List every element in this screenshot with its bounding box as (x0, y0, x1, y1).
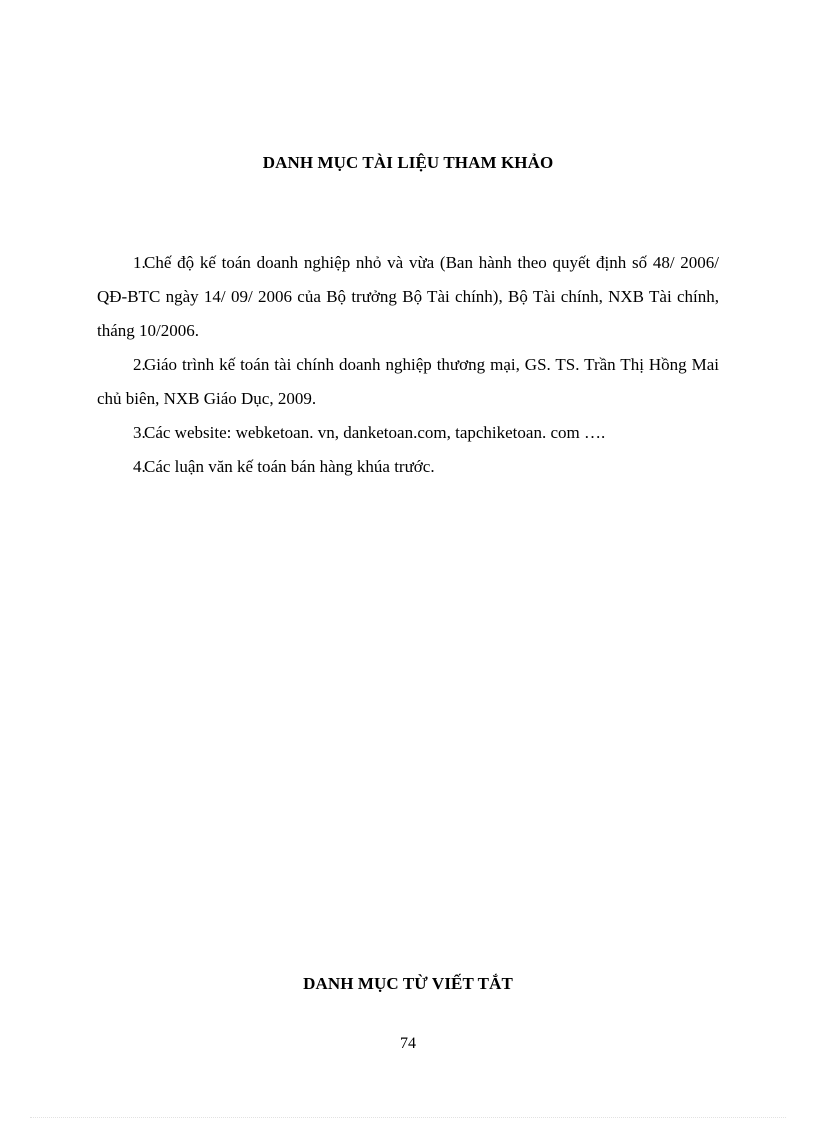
reference-item-3 (97, 416, 719, 450)
page-bottom-edge (30, 1117, 786, 1118)
reference-text: Chế độ kế toán doanh nghiệp nhỏ và vừa (Ban hành theo quyết định số 48/ 2006/ QĐ-BTC ngày 14/ 09/ 2006 của Bộ trưởng Bộ Tài chính), Bộ Tài chính, NXB Tài chính, tháng 10/2006. (97, 253, 719, 340)
reference-item-2 (97, 348, 719, 416)
abbreviations-title: DANH MỤC TỪ VIẾT TẮT (303, 974, 513, 993)
page-number: 74 (400, 1035, 416, 1052)
reference-text: Các luận văn kế toán bán hàng khúa trước. (144, 457, 435, 476)
reference-number: 2. (133, 355, 146, 374)
reference-item-4 (97, 450, 719, 484)
reference-number: 3. (133, 423, 146, 442)
reference-item-1 (97, 246, 719, 348)
reference-number: 1. (133, 253, 146, 272)
reference-number: 4. (133, 457, 146, 476)
references-list (97, 246, 719, 484)
references-title: DANH MỤC TÀI LIỆU THAM KHẢO (262, 153, 554, 172)
reference-text: Các website: webketoan. vn, danketoan.com, tapchiketoan. com …. (144, 423, 606, 442)
reference-text: Giáo trình kế toán tài chính doanh nghiệp thương mại, GS. TS. Trần Thị Hồng Mai chủ biên, NXB Giáo Dục, 2009. (97, 355, 719, 408)
